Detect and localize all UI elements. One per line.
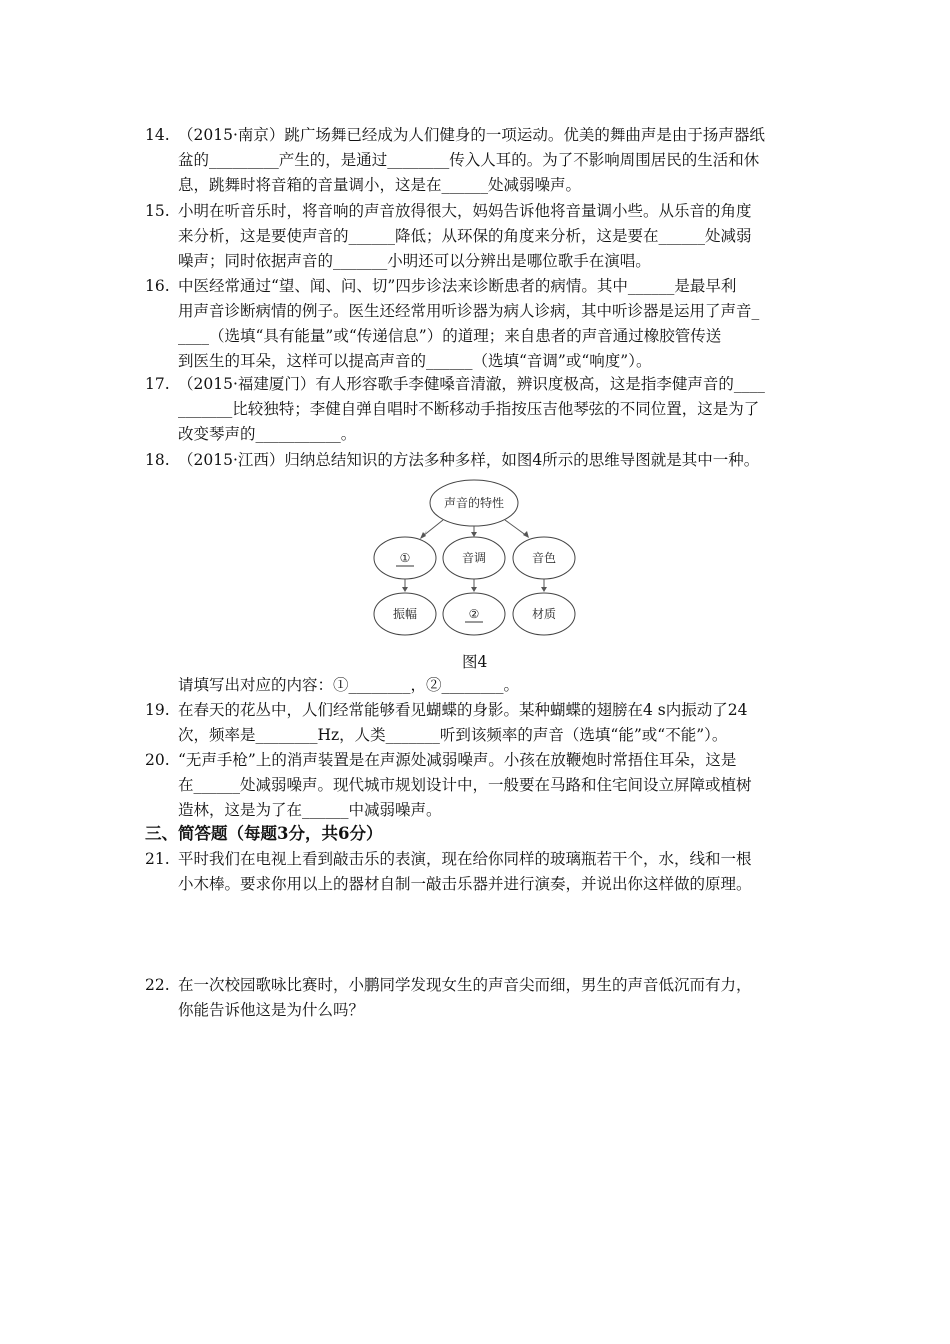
connector-arrow bbox=[505, 520, 527, 536]
question-text-line: 造林，这是为了在______中减弱噪声。 bbox=[178, 801, 442, 819]
question-number: 19. bbox=[145, 701, 170, 719]
question-text-line: 小木棒。要求你用以上的器材自制一敲击乐器并进行演奏，并说出你这样做的原理。 bbox=[178, 875, 752, 893]
question-number: 16. bbox=[145, 277, 170, 295]
question-text-line: 平时我们在电视上看到敲击乐的表演，现在给你同样的玻璃瓶若干个，水，线和一根 bbox=[178, 850, 752, 868]
question-text-line: 改变琴声的___________。 bbox=[178, 425, 357, 443]
question-number: 15. bbox=[145, 202, 170, 220]
arrowhead bbox=[523, 531, 529, 538]
node-1-label: ① bbox=[399, 551, 411, 565]
question-text-line: 息，跳舞时将音箱的音量调小，这是在______处减弱噪声。 bbox=[178, 176, 582, 194]
question-text-line: 你能告诉他这是为什么吗？ bbox=[178, 1001, 365, 1019]
question-text-line: 用声音诊断病情的例子。医生还经常用听诊器为病人诊病，其中听诊器是运用了声音_ bbox=[178, 302, 760, 320]
question-number: 22. bbox=[145, 976, 170, 994]
mind-map-diagram bbox=[365, 474, 590, 644]
question-text-line: 在春天的花丛中，人们经常能够看见蝴蝶的身影。某种蝴蝶的翅膀在4 s内振动了24 bbox=[178, 701, 748, 719]
arrowhead bbox=[471, 587, 477, 592]
question-text-line: 在一次校园歌咏比赛时，小鹏同学发现女生的声音尖而细，男生的声音低沉而有力， bbox=[178, 976, 752, 994]
question-number: 20. bbox=[145, 751, 170, 769]
question-number: 17. bbox=[145, 375, 170, 393]
node-pitch-label: 音调 bbox=[461, 551, 487, 565]
question-number: 18. bbox=[145, 451, 170, 469]
question-text-line: “无声手枪”上的消声装置是在声源处减弱噪声。小孩在放鞭炮时常捂住耳朵，这是 bbox=[178, 751, 737, 769]
node-material-label: 材质 bbox=[531, 607, 557, 621]
question-text-line: （2015·南京）跳广场舞已经成为人们健身的一项运动。优美的舞曲声是由于扬声器纸 bbox=[178, 126, 765, 144]
question-text-line: 来分析，这是要使声音的______降低；从环保的角度来分析，这是要在______处减弱 bbox=[178, 227, 752, 245]
question-text-line: _______比较独特；李健自弹自唱时不断移动手指按压吉他琴弦的不同位置，这是为了 bbox=[178, 400, 760, 418]
q18-fill-prompt: 请填写出对应的内容：①________，②________。 bbox=[178, 676, 520, 694]
question-text-line: 噪声；同时依据声音的_______小明还可以分辨出是哪位歌手在演唱。 bbox=[178, 252, 651, 270]
connector-arrow bbox=[423, 520, 443, 536]
root-node-label: 声音的特性 bbox=[443, 496, 505, 510]
arrowhead bbox=[541, 587, 547, 592]
arrowhead bbox=[471, 532, 477, 537]
question-text-line: （2015·江西）归纳总结知识的方法多种多样，如图4所示的思维导图就是其中一种。 bbox=[178, 451, 760, 469]
question-text-line: 盆的_________产生的，是通过________传入人耳的。为了不影响周围居民的生活和休 bbox=[178, 151, 760, 169]
section-title: 三、简答题（每题3分，共6分） bbox=[145, 824, 383, 843]
node-amplitude-label: 振幅 bbox=[392, 607, 418, 621]
question-text-line: 在______处减弱噪声。现代城市规划设计中，一般要在马路和住宅间设立屏障或植树 bbox=[178, 776, 752, 794]
question-text-line: 中医经常通过“望、闻、问、切”四步诊法来诊断患者的病情。其中______是最早利 bbox=[178, 277, 737, 295]
question-number: 14. bbox=[145, 126, 170, 144]
question-text-line: 小明在听音乐时，将音响的声音放得很大，妈妈告诉他将音量调小些。从乐音的角度 bbox=[178, 202, 752, 220]
question-text-line: ____（选填“具有能量”或“传递信息”）的道理；来自患者的声音通过橡胶管传送 bbox=[178, 327, 722, 345]
arrowhead bbox=[402, 587, 408, 592]
question-text-line: 到医生的耳朵，这样可以提高声音的______（选填“音调”或“响度”）。 bbox=[178, 352, 652, 370]
question-text-line: 次，频率是________Hz，人类_______听到该频率的声音（选填“能”或“不能”）。 bbox=[178, 726, 728, 744]
figure-caption: 图4 bbox=[462, 653, 488, 671]
question-text-line: （2015·福建厦门）有人形容歌手李健嗓音清澈，辨识度极高，这是指李健声音的____ bbox=[178, 375, 765, 393]
node-2-label: ② bbox=[468, 607, 480, 621]
question-number: 21. bbox=[145, 850, 170, 868]
node-timbre-label: 音色 bbox=[531, 551, 557, 565]
